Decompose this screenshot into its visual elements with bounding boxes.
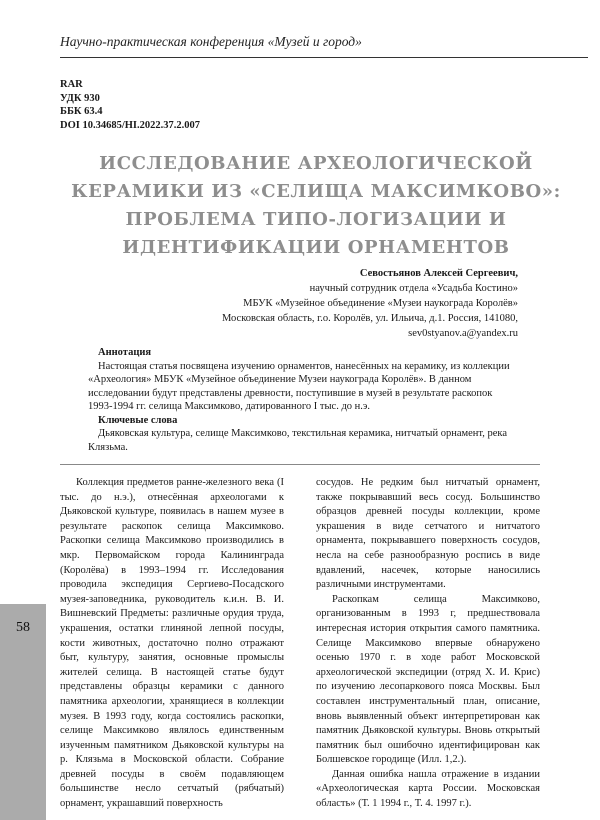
article-title: ИССЛЕДОВАНИЕ АРХЕОЛОГИЧЕСКОЙ КЕРАМИКИ ИЗ «СЕЛИЩА МАКСИМКОВО»: ПРОБЛЕМА ТИПО-ЛОГИЗАЦИИ И ИДЕНТИФИКАЦИИ ОРНАМЕНТОВ bbox=[71, 153, 561, 258]
author-block bbox=[150, 266, 518, 341]
paragraph: Коллекция предметов ранне-железного века (I тыс. до н.э.), отнесённая археологами к Дьяковской культуре, появилась в нашем музее в результате раскопок селища Максимково. Раскопки селища Максимково производились в мкр. Первомайском города Калининграда (Королёва) в 1993–1994 гг. Исследования проводила экспедиция Сергиево-Посадского музея-заповедника, руководитель к.и.н. В. И. Вишневский Предметы: различные орудия труда, украшения, остатки глиняной лепной посуды, кости животных, достаточно полно отражают быт, культуру, занятия, основные промыслы жителей селища. В настоящей статье будут представлены образцы керамики с данного памятника археологии, хранящиеся в коллекции музея. В 1993 году, когда состоялись раскопки, селище Максимково являлось единственным изученным памятником Дьяковской культуры на р. Клязьма в Московской области. Собрание древней посуды в своём подавляющем большинстве несло сетчатый (рябчатый) орнамент, украшавший поверхность bbox=[60, 477, 284, 810]
body-column-left bbox=[60, 476, 284, 812]
abstract-text: Настоящая статья посвящена изучению орнаментов, нанесённых на керамику, из коллекции «Археология» МБУК «Музейное объединение Музеи наукограда Королёв». В данном исследовании будут представлены древности, поступившие в музей в результате раскопок 1993-1994 гг. селища Максимково, датированного I тыс. до н.э. bbox=[88, 360, 510, 412]
header-rule bbox=[60, 57, 588, 58]
page-number: 58 bbox=[16, 620, 30, 635]
paragraph: сосудов. Не редким был нитчатый орнамент, также покрывавший весь сосуд. Большинство образцов древней посуды коллекции, кроме украшения в виде сетчатого и нитчатого орнамента, покрывавшего поверхность сосудов, несла на себе разнообразную роспись в виде вдавлений, насечек, которые наносились различными инструментами. bbox=[316, 477, 540, 591]
udk-code: УДК 930 bbox=[60, 92, 100, 104]
abstract-block bbox=[88, 346, 518, 454]
author-email: sev0styanov.a@yandex.ru bbox=[408, 328, 518, 339]
keywords-label: Ключевые слова bbox=[98, 414, 178, 426]
running-header: Научно-практическая конференция «Музей и город» bbox=[60, 34, 362, 49]
keywords-text: Дьяковская культура, селище Максимково, текстильная керамика, нитчатый орнамент, река Клязьма. bbox=[88, 428, 507, 453]
rar-code: RAR bbox=[60, 79, 83, 90]
author-position: научный сотрудник отдела «Усадьба Костино» bbox=[309, 283, 518, 294]
section-divider bbox=[60, 464, 540, 465]
bbk-code: ББК 63.4 bbox=[60, 106, 103, 117]
author-address: Московская область, г.о. Королёв, ул. Ильича, д.1. Россия, 141080, bbox=[221, 313, 518, 324]
paragraph: Раскопкам селища Максимково, организованным в 1993 г, предшествовала интересная история открытия самого памятника. Селище Максимково впервые обнаружено осенью 1970 г. в ходе работ Московской археологической экспедиции (отряд Х. И. Крис) по изучению лесопаркового пояса Москвы. Был составлен инструментальный план, описание, вновь выявленный объект интерпретирован как памятник Дьяковской культуры. Вновь открытый памятник был ошибочно идентифицирован как Болшевское городище (Илл. 1,2.). bbox=[316, 593, 540, 766]
classification-block bbox=[60, 78, 200, 132]
page-margin-tab bbox=[0, 604, 46, 820]
author-name: Севостьянов Алексей Сергеевич, bbox=[359, 268, 518, 279]
doi: DOI 10.34685/HI.2022.37.2.007 bbox=[60, 119, 201, 131]
author-organization: МБУК «Музейное объединение «Музеи наукограда Королёв» bbox=[243, 298, 518, 309]
abstract-label: Аннотация bbox=[98, 347, 152, 358]
body-column-right bbox=[316, 476, 540, 812]
paragraph: Данная ошибка нашла отражение в издании «Археологическая карта России. Московская область» (Т. 1 1994 г., Т. 4. 1997 г.). bbox=[316, 768, 540, 810]
